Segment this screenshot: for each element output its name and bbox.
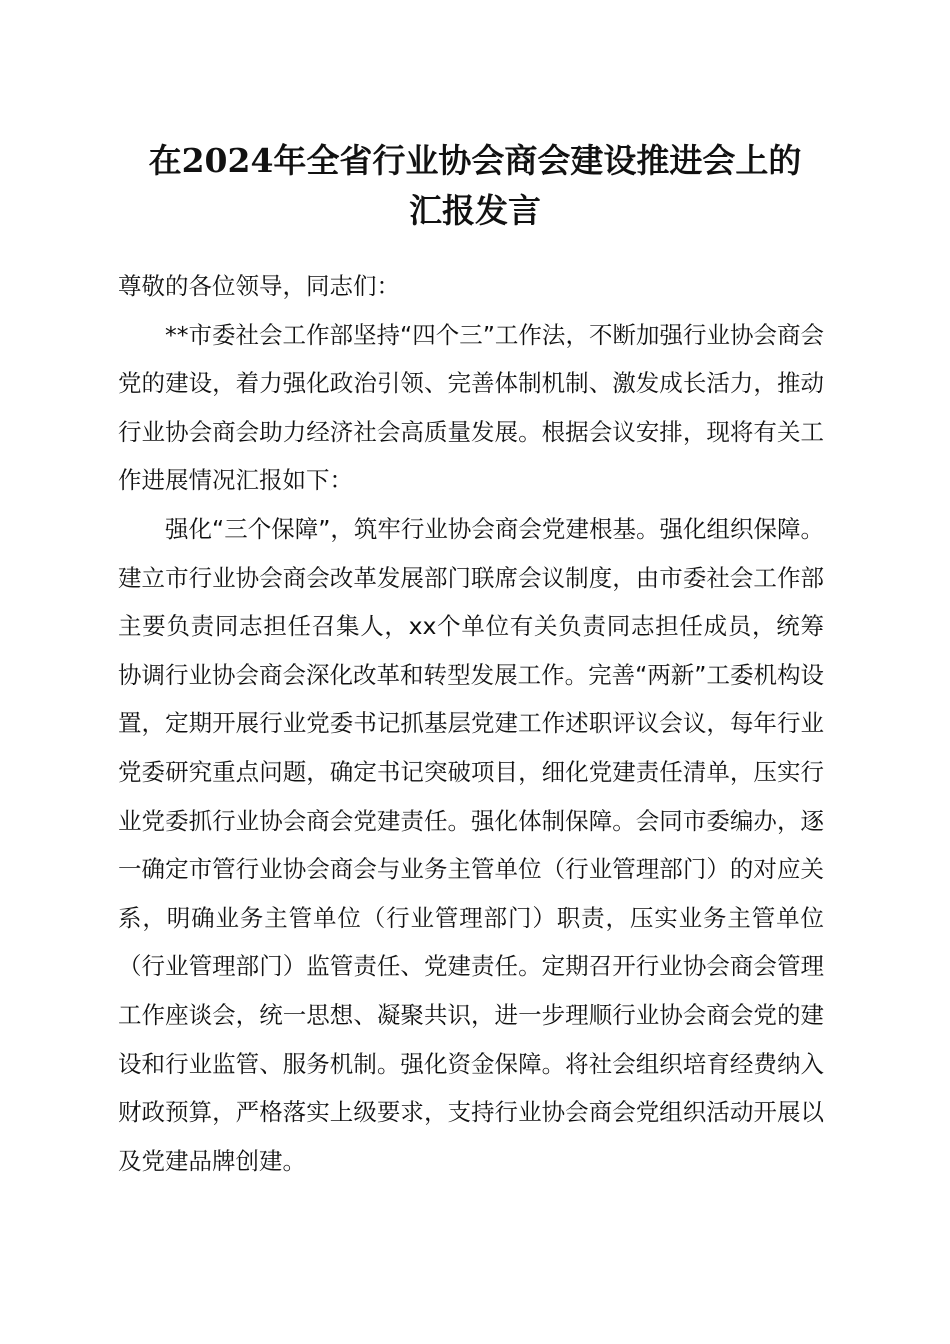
paragraph-three-guarantees: 强化“三个保障”，筑牢行业协会商会党建根基。强化组织保障。建立市行业协会商会改革发展部门联席会议制度，由市委社会工作部主要负责同志担任召集人，xx个单位有关负责同志担任成员，统筹协调行业协会商会深化改革和转型发展工作。完善“两新”工委机构设置，定期开展行业党委书记抓基层党建工作述职评议会议，每年行业党委研究重点问题，确定书记突破项目，细化党建责任清单，压实行业党委抓行业协会商会党建责任。强化体制保障。会同市委编办，逐一确定市管行业协会商会与业务主管单位（行业管理部门）的对应关系，明确业务主管单位（行业管理部门）职责，压实业务主管单位（行业管理部门）监管责任、党建责任。定期召开行业协会商会管理工作座谈会，统一思想、凝聚共识，进一步理顺行业协会商会党的建设和行业监管、服务机制。强化资金保障。将社会组织培育经费纳入财政预算，严格落实上级要求，支持行业协会商会党组织活动开展以及党建品牌创建。	[118, 514, 824, 1175]
salutation: 尊敬的各位领导，同志们：	[118, 272, 400, 300]
document-title-line-2: 汇报发言	[409, 191, 541, 230]
document-title	[100, 136, 850, 236]
document-title-line-1: 在2024年全省行业协会商会建设推进会上的	[148, 141, 802, 180]
paragraph-intro: **市委社会工作部坚持“四个三”工作法，不断加强行业协会商会党的建设，着力强化政治引领、完善体制机制、激发成长活力，推动行业协会商会助力经济社会高质量发展。根据会议安排，现将有关工作进展情况汇报如下：	[118, 320, 824, 495]
document-body	[118, 262, 824, 1185]
